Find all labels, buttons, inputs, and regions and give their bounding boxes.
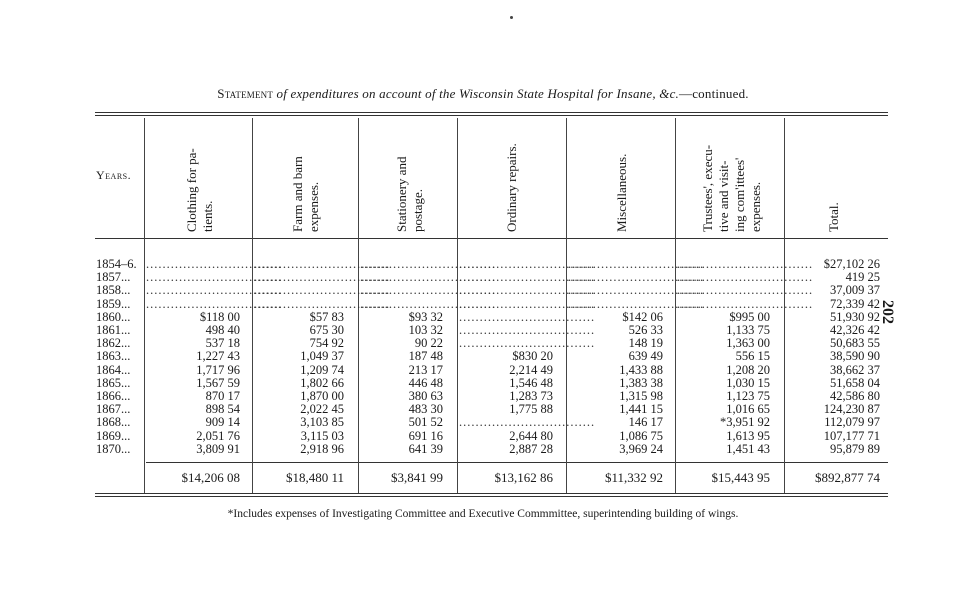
cell-misc: 146 17 [628,415,663,430]
header-stationery: Stationery and postage. [394,156,425,232]
cell-trustees: 1,030 15 [726,375,770,390]
row-year: 1863... [96,349,131,364]
cell-stationery: ................................. [360,283,497,298]
cell-farm: ................................. [254,257,391,271]
cell-total: $27,102 26 [823,257,880,271]
cell-misc: ................................. [568,257,705,271]
cell-misc: $142 06 [622,309,663,324]
cell-stationery: 213 17 [408,362,443,377]
header-misc: Miscellaneous. [614,153,629,232]
table-row [96,258,886,271]
cell-clothing: ................................. [146,296,283,311]
cell-trustees: 1,133 75 [726,323,770,337]
table-row [96,443,886,456]
cell-total: 38,590 90 [830,349,880,364]
table-row [96,284,886,297]
bottom-rule [95,493,888,494]
cell-misc: 1,441 15 [619,402,663,417]
table-row [96,271,886,284]
total-repairs: $13,162 86 [494,470,553,485]
cell-total: 50,683 55 [830,336,880,351]
cell-misc: 1,433 88 [619,362,663,377]
cell-clothing: 498 40 [205,323,240,337]
cell-clothing: ................................. [146,270,283,285]
table-row [96,377,886,390]
cell-trustees: ................................. [677,270,814,285]
cell-repairs: ................................. [459,415,596,430]
cell-repairs: 1,546 48 [509,375,553,390]
table-row [96,430,886,443]
table-row [96,364,886,377]
cell-trustees: 1,208 20 [726,362,770,377]
cell-trustees: 1,016 65 [726,402,770,417]
cell-total: 107,177 71 [823,428,880,443]
cell-misc: ................................. [568,283,705,298]
footnote: *Includes expenses of Investigating Committee and Executive Commmittee, superintending building of wings. [227,508,739,520]
row-year: 1869... [96,428,131,443]
stray-dot [510,16,513,19]
table-row [96,416,886,429]
row-year: 1868... [96,415,131,430]
cell-farm: 1,802 66 [300,375,344,390]
cell-trustees: ................................. [677,283,814,298]
cell-clothing: 1,227 43 [196,349,240,364]
cell-trustees: 1,363 00 [726,336,770,351]
cell-farm: ................................. [254,296,391,311]
header-years: Years. [96,168,132,182]
cell-total: 95,879 89 [830,441,880,456]
cell-farm: ................................. [254,270,391,285]
cell-total: 419 25 [845,270,880,285]
cell-farm: 675 30 [309,323,344,337]
cell-trustees: ................................. [677,296,814,311]
row-year: 1864... [96,362,131,377]
row-year: 1870... [96,441,131,456]
cell-clothing: 870 17 [205,389,240,403]
cell-stationery: ................................. [360,257,497,271]
cell-total: 51,930 92 [830,309,880,324]
cell-farm: 3,115 03 [300,428,344,443]
cell-repairs: 2,887 28 [509,441,553,456]
totals-rule [146,462,888,463]
cell-misc: 639 49 [628,349,663,364]
header-clothing: Clothing for pa- tients. [184,148,215,232]
total-stationery: $3,841 99 [391,470,443,485]
cell-repairs: ................................. [459,323,596,337]
total-clothing: $14,206 08 [181,470,240,485]
header-trustees: Trustees', execu- tive and visit- ing com'ittees' expenses. [700,144,763,232]
cell-repairs: $830 20 [512,349,553,364]
row-year: 1866... [96,389,131,403]
cell-repairs: ................................. [459,257,596,271]
cell-clothing: ................................. [146,283,283,298]
row-year: 1860... [96,309,131,324]
header-repairs: Ordinary repairs. [504,143,519,232]
cell-farm: 2,918 96 [300,441,344,456]
cell-clothing: 909 14 [205,415,240,430]
cell-total: 112,079 97 [824,415,880,430]
cell-farm: 1,049 37 [300,349,344,364]
table-row [96,390,886,403]
cell-total: 72,339 42 [830,296,880,311]
cell-stationery: 187 48 [408,349,443,364]
row-year: 1865... [96,375,131,390]
cell-misc: 526 33 [628,323,663,337]
cell-clothing: 898 54 [205,402,240,417]
cell-misc: 148 19 [628,336,663,351]
top-rule [95,112,888,113]
cell-repairs: 1,775 88 [509,402,553,417]
cell-clothing: ................................. [146,257,283,271]
cell-misc: 3,969 24 [619,441,663,456]
header-total: Total. [826,202,841,232]
cell-stationery: 103 32 [408,323,443,337]
cell-clothing: $118 00 [199,309,240,324]
cell-stationery: 446 48 [408,375,443,390]
cell-total: 42,586 80 [830,389,880,403]
header-rule [95,238,888,239]
total-trustees: $15,443 95 [711,470,770,485]
cell-repairs: ................................. [459,283,596,298]
row-year: 1861... [96,323,131,337]
cell-trustees: 556 15 [735,349,770,364]
page-number: 202 [879,300,896,324]
cell-stationery: 501 52 [408,415,443,430]
table-title [0,86,966,102]
cell-farm: ................................. [254,283,391,298]
cell-misc: 1,315 98 [619,389,663,403]
cell-trustees: ................................. [677,257,814,271]
cell-stationery: ................................. [360,296,497,311]
cell-total: 42,326 42 [830,323,880,337]
cell-total: 51,658 04 [830,375,880,390]
total-grand: $892,877 74 [815,470,880,485]
cell-misc: ................................. [568,296,705,311]
cell-farm: 2,022 45 [300,402,344,417]
cell-clothing: 1,717 96 [196,362,240,377]
cell-clothing: 2,051 76 [196,428,240,443]
row-year: 1854–6. [96,257,137,271]
cell-repairs: ................................. [459,309,596,324]
row-year: 1862... [96,336,131,351]
row-year: 1867... [96,402,131,417]
cell-clothing: 1,567 59 [196,375,240,390]
cell-stationery: 691 16 [408,428,443,443]
cell-stationery: 380 63 [408,389,443,403]
cell-repairs: ................................. [459,296,596,311]
title-tail: —continued. [679,86,749,101]
top-rule-2 [95,115,888,116]
cell-stationery: 483 30 [408,402,443,417]
cell-repairs: ................................. [459,270,596,285]
cell-farm: 1,870 00 [300,389,344,403]
cell-trustees: 1,613 95 [726,428,770,443]
cell-trustees: *3,951 92 [720,415,770,430]
cell-repairs: 2,214 49 [509,362,553,377]
cell-clothing: 3,809 91 [196,441,240,456]
cell-farm: $57 83 [309,309,344,324]
row-year: 1859... [96,296,131,311]
cell-trustees: $995 00 [729,309,770,324]
table-row [96,403,886,416]
table-row [96,337,886,350]
cell-repairs: 1,283 73 [509,389,553,403]
row-year: 1858... [96,283,131,298]
table-row [96,298,886,311]
cell-misc: 1,086 75 [619,428,663,443]
cell-trustees: 1,451 43 [726,441,770,456]
cell-farm: 3,103 85 [300,415,344,430]
cell-total: 124,230 87 [823,402,880,417]
cell-stationery: $93 32 [408,309,443,324]
table-row [96,350,886,363]
header-farm: Farm and barn expenses. [290,156,321,232]
cell-stationery: 641 39 [408,441,443,456]
cell-trustees: 1,123 75 [726,389,770,403]
cell-repairs: 2,644 80 [509,428,553,443]
cell-repairs: ................................. [459,336,596,351]
total-farm: $18,480 11 [285,470,344,485]
row-year: 1857... [96,270,131,285]
cell-farm: 1,209 74 [300,362,344,377]
cell-misc: ................................. [568,270,705,285]
table-row [96,324,886,337]
cell-clothing: 537 18 [205,336,240,351]
title-lead: Statement [217,86,274,101]
bottom-rule-2 [95,496,888,497]
cell-farm: 754 92 [309,336,344,351]
title-text: of expenditures on account of the Wisconsin State Hospital for Insane, &c. [276,86,679,101]
cell-total: 38,662 37 [830,362,880,377]
cell-total: 37,009 37 [830,283,880,298]
table-row [96,311,886,324]
total-misc: $11,332 92 [604,470,663,485]
cell-stationery: 90 22 [414,336,443,351]
cell-misc: 1,383 38 [619,375,663,390]
cell-stationery: ................................. [360,270,497,285]
